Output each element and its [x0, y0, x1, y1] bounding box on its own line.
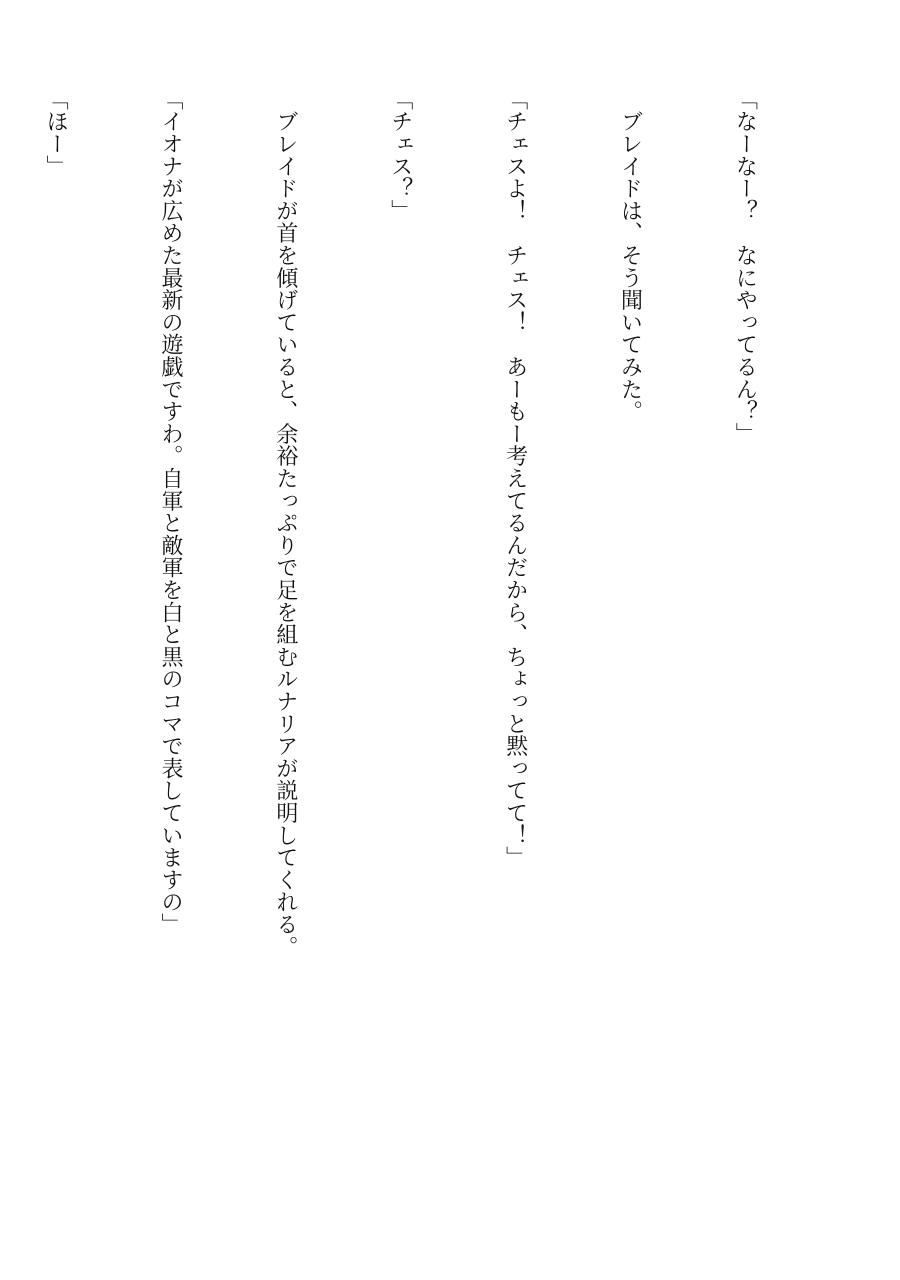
text-line-2: ブレイドは、そう聞いてみた。 [617, 88, 643, 423]
text-line-3: 「チェスよ！ チェス！ あーもー考えてるんだから、ちょっと黙ってて！」 [502, 88, 528, 869]
novel-text [0, 88, 840, 1208]
text-line-5: ブレイドが首を傾げていると、余裕たっぷりで足を組むルナリアが説明してくれる。 [272, 88, 298, 958]
text-line-7: 「ほー」 [43, 88, 69, 178]
text-line-4: 「チェス？」 [387, 88, 413, 222]
text-line-6: 「イオナが広めた最新の遊戯ですわ。自軍と敵軍を白と黒のコマで表していますの」 [157, 88, 183, 936]
text-line-1: 「なーなー？ なにやってるん？」 [732, 88, 758, 445]
